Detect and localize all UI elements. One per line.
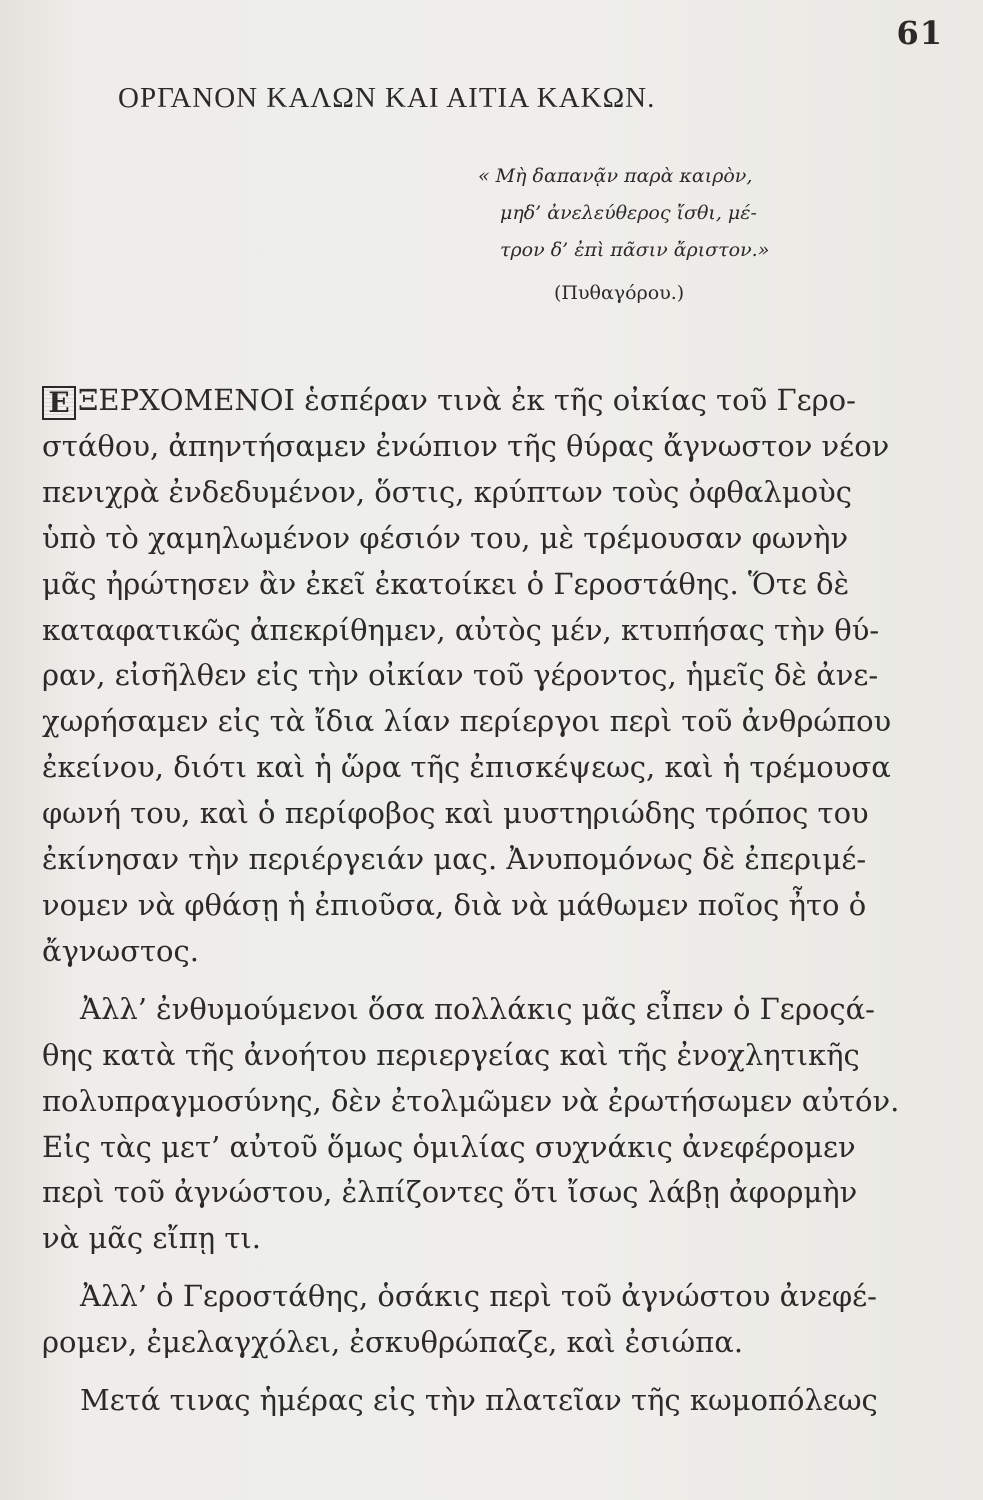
body-text	[42, 378, 900, 1424]
text-line: στάθου, ἀπηντήσαμεν ἐνώπιον τῆς θύρας ἄγνωστον νέον	[42, 428, 890, 463]
paragraph-3	[42, 1274, 884, 1366]
paragraph-gap	[42, 1366, 884, 1378]
text-line: περὶ τοῦ ἀγνώστου, ἐλπίζοντες ὅτι ἴσως λάβῃ ἀφορμὴν	[42, 1175, 858, 1210]
text-line: ἐκίνησαν τὴν περιέργειάν μας. Ἀνυπομόνως δὲ ἐπεριμέ-	[42, 842, 867, 877]
paragraph-2	[42, 987, 900, 1262]
text-line: ραν, εἰσῆλθεν εἰς τὴν οἰκίαν τοῦ γέροντος, ἡμεῖς δὲ ἀνε-	[42, 658, 879, 693]
text-line: φωνή του, καὶ ὁ περίφοβος καὶ μυστηριώδης τρόπος του	[42, 796, 869, 831]
text-line: πενιχρὰ ἐνδεδυμένον, ὅστις, κρύπτων τοὺς ὀφθαλμοὺς	[42, 474, 853, 509]
text-line: Μετά τινας ἡμέρας εἰς τὴν πλατεῖαν τῆς κωμοπόλεως	[80, 1383, 878, 1418]
chapter-title: ΟΡΓΑΝΟΝ ΚΑΛΩΝ ΚΑΙ ΑΙΤΙΑ ΚΑΚΩΝ.	[118, 82, 656, 114]
text-line: Ἀλλ’ ἐνθυμούμενοι ὅσα πολλάκις μᾶς εἶπεν ὁ Γεροςά-	[80, 991, 875, 1026]
epigraph-source: (Πυθαγόρου.)	[554, 282, 685, 304]
paragraph-4	[42, 1378, 884, 1424]
paragraph-gap	[42, 975, 884, 987]
text-line-content: ΞΕΡΧΟΜΕΝΟΙ ἑσπέραν τινὰ ἐκ τῆς οἰκίας τοῦ Γερο-	[78, 383, 856, 417]
text-line: πολυπραγμοσύνης, δὲν ἐτολμῶμεν νὰ ἐρωτήσωμεν αὐτόν.	[42, 1083, 900, 1118]
epigraph-line: τρον δ’ ἐπὶ πᾶσιν ἄριστον.»	[500, 239, 770, 261]
text-line: ἄγνωστος.	[42, 933, 199, 968]
text-line: Εἰς τὰς μετ’ αὐτοῦ ὅμως ὁμιλίας συχνάκις ἀνεφέρομεν	[42, 1129, 856, 1164]
text-line: καταφατικῶς ἀπεκρίθημεν, αὐτὸς μέν, κτυπήσας τὴν θύ-	[42, 612, 880, 647]
text-line: μᾶς ἠρώτησεν ἂν ἐκεῖ ἐκατοίκει ὁ Γεροστάθης. Ὅτε δὲ	[42, 566, 850, 601]
text-line: ἐκείνου, διότι καὶ ἡ ὥρα τῆς ἐπισκέψεως, καὶ ἡ τρέμουσα	[42, 750, 891, 785]
text-line: ρομεν, ἐμελαγχόλει, ἐσκυθρώπαζε, καὶ ἐσιώπα.	[42, 1325, 744, 1360]
text-line: νομεν νὰ φθάσῃ ἡ ἐπιοῦσα, διὰ νὰ μάθωμεν ποῖος ἦτο ὁ	[42, 887, 867, 922]
text-line: χωρήσαμεν εἰς τὰ ἴδια λίαν περίεργοι περὶ τοῦ ἀνθρώπου	[42, 704, 892, 739]
text-line: νὰ μᾶς εἴπῃ τι.	[42, 1221, 262, 1256]
paragraph-1	[42, 378, 892, 975]
text-line: Ἀλλ’ ὁ Γεροστάθης, ὁσάκις περὶ τοῦ ἀγνώστου ἀνεφέ-	[80, 1279, 877, 1314]
paragraph-gap	[42, 1262, 884, 1274]
epigraph-line: « Μὴ δαπανᾷν παρὰ καιρὸν,	[478, 165, 753, 187]
text-line: ὑπὸ τὸ χαμηλωμένον φέσιόν του, μὲ τρέμουσαν φωνὴν	[42, 520, 849, 555]
epigraph	[478, 158, 898, 312]
drop-cap: Ε	[42, 386, 76, 420]
text-line	[42, 378, 884, 424]
epigraph-line: μηδ’ ἀνελεύθερος ἴσθι, μέ-	[500, 202, 757, 224]
page-number: 61	[896, 14, 943, 52]
text-line: θης κατὰ τῆς ἀνοήτου περιεργείας καὶ τῆς ἐνοχλητικῆς	[42, 1037, 860, 1072]
